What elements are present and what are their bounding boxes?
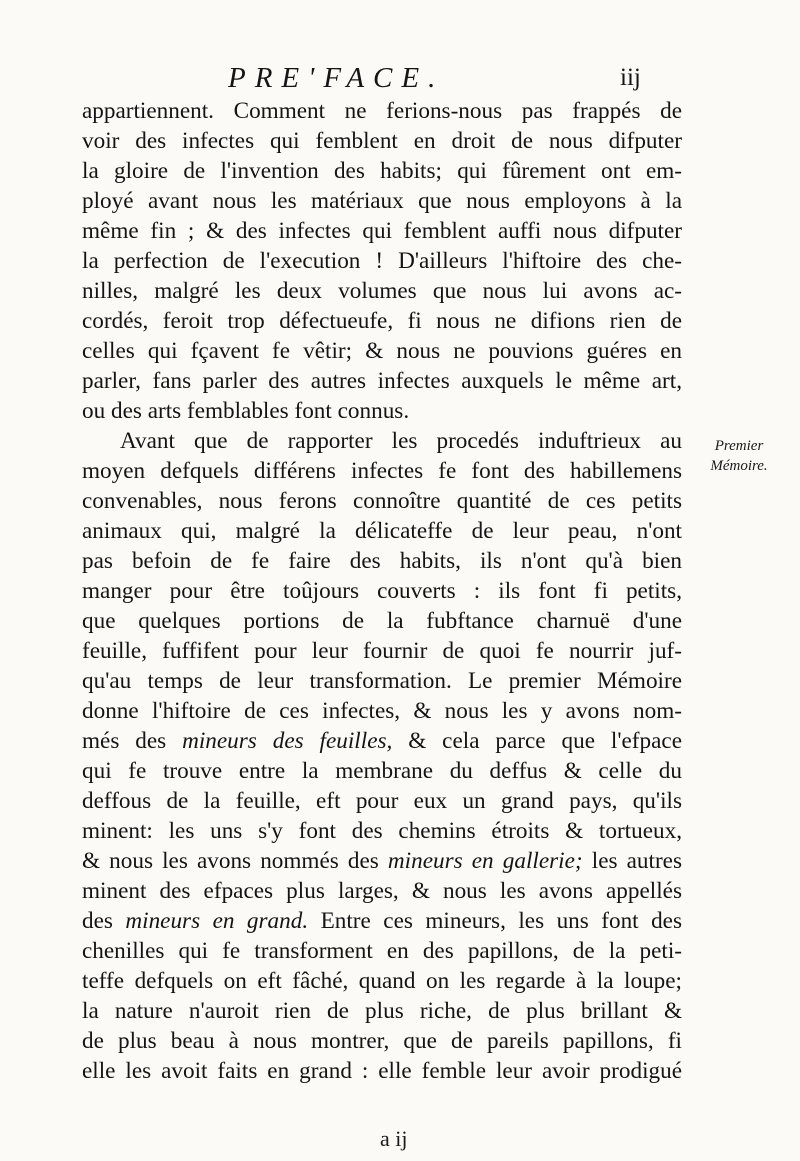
- text-run: Entre ces mineurs, les uns font des: [308, 908, 682, 934]
- margin-note-line: Mémoire.: [710, 458, 768, 474]
- text-run: & cela parce que l'efpace: [392, 728, 682, 754]
- text-line: parler, fans parler des autres infectes auxquels le même art,: [82, 368, 682, 394]
- text-run: & nous les avons nommés des: [82, 848, 388, 874]
- text-line: donne l'hiftoire de ces infectes, & nous les y avons nom-: [82, 698, 682, 724]
- text-line: Avant que de rapporter les procedés induftrieux au: [120, 428, 682, 454]
- margin-note-line: Premier: [714, 438, 764, 454]
- text-line: de plus beau à nous montrer, que de pareils papillons, fi: [82, 1028, 682, 1054]
- text-line: ou des arts femblables font connus.: [82, 398, 410, 424]
- text-line: [82, 726, 682, 756]
- italic-term: mineurs des feuilles,: [182, 728, 393, 754]
- text-run: més des: [82, 728, 183, 754]
- text-line: pas befoin de fe faire des habits, ils n'ont qu'à bien: [82, 548, 682, 574]
- italic-term: mineurs en grand.: [125, 908, 309, 934]
- running-title: PRE'FACE.: [228, 62, 445, 94]
- text-run: les autres: [582, 848, 682, 874]
- text-line: même fin ; & des infectes qui femblent auffi nous difputer: [82, 218, 682, 244]
- text-line: qu'au temps de leur transformation. Le premier Mémoire: [82, 668, 682, 694]
- text-line: [82, 846, 682, 876]
- text-line: convenables, nous ferons connoître quantité de ces petits: [82, 488, 682, 514]
- text-line: celles qui fçavent fe vêtir; & nous ne pouvions guéres en: [82, 338, 682, 364]
- text-line: moyen defquels différens infectes fe font des habillemens: [82, 458, 682, 484]
- text-line: teffe defquels on eft fâché, quand on les regarde à la loupe;: [82, 968, 682, 994]
- signature-mark: a ij: [380, 1126, 408, 1151]
- text-line: minent: les uns s'y font des chemins étroits & tortueux,: [82, 818, 682, 844]
- text-run: des: [82, 908, 126, 934]
- text-line: animaux qui, malgré la délicateffe de leur peau, n'ont: [82, 518, 682, 544]
- text-line: la gloire de l'invention des habits; qui fûrement ont em-: [82, 158, 682, 184]
- text-line: minent des efpaces plus larges, & nous les avons appellés: [82, 878, 682, 904]
- body-text: [82, 96, 682, 1086]
- italic-term: mineurs en gallerie;: [387, 848, 583, 874]
- text-line: nilles, malgré les deux volumes que nous lui avons ac-: [82, 278, 682, 304]
- text-line: la perfection de l'execution ! D'ailleurs l'hiftoire des che-: [82, 248, 682, 274]
- text-line: deffous de la feuille, eft pour eux un grand pays, qu'ils: [82, 788, 682, 814]
- margin-note: [694, 436, 784, 476]
- text-line: ployé avant nous les matériaux que nous employons à la: [82, 188, 682, 214]
- text-line: voir des infectes qui femblent en droit de nous difputer: [82, 128, 682, 154]
- text-line: la nature n'auroit rien de plus riche, de plus brillant &: [82, 998, 682, 1024]
- text-line: que quelques portions de la fubftance charnuë d'une: [82, 608, 682, 634]
- text-line: cordés, feroit trop défectueufe, fi nous ne difions rien de: [82, 308, 682, 334]
- text-line: feuille, fuffifent pour leur fournir de quoi fe nourrir juf-: [82, 638, 682, 664]
- text-line: elle les avoit faits en grand : elle femble leur avoir prodigué: [82, 1058, 682, 1084]
- text-line: qui fe trouve entre la membrane du deffus & celle du: [82, 758, 682, 784]
- text-line: appartiennent. Comment ne ferions-nous pas frappés de: [82, 98, 682, 124]
- text-line: manger pour être toûjours couverts : ils font fi petits,: [82, 578, 682, 604]
- text-line: chenilles qui fe transforment en des papillons, de la peti-: [82, 938, 682, 964]
- page-number: iij: [620, 64, 641, 91]
- text-line: [82, 906, 682, 936]
